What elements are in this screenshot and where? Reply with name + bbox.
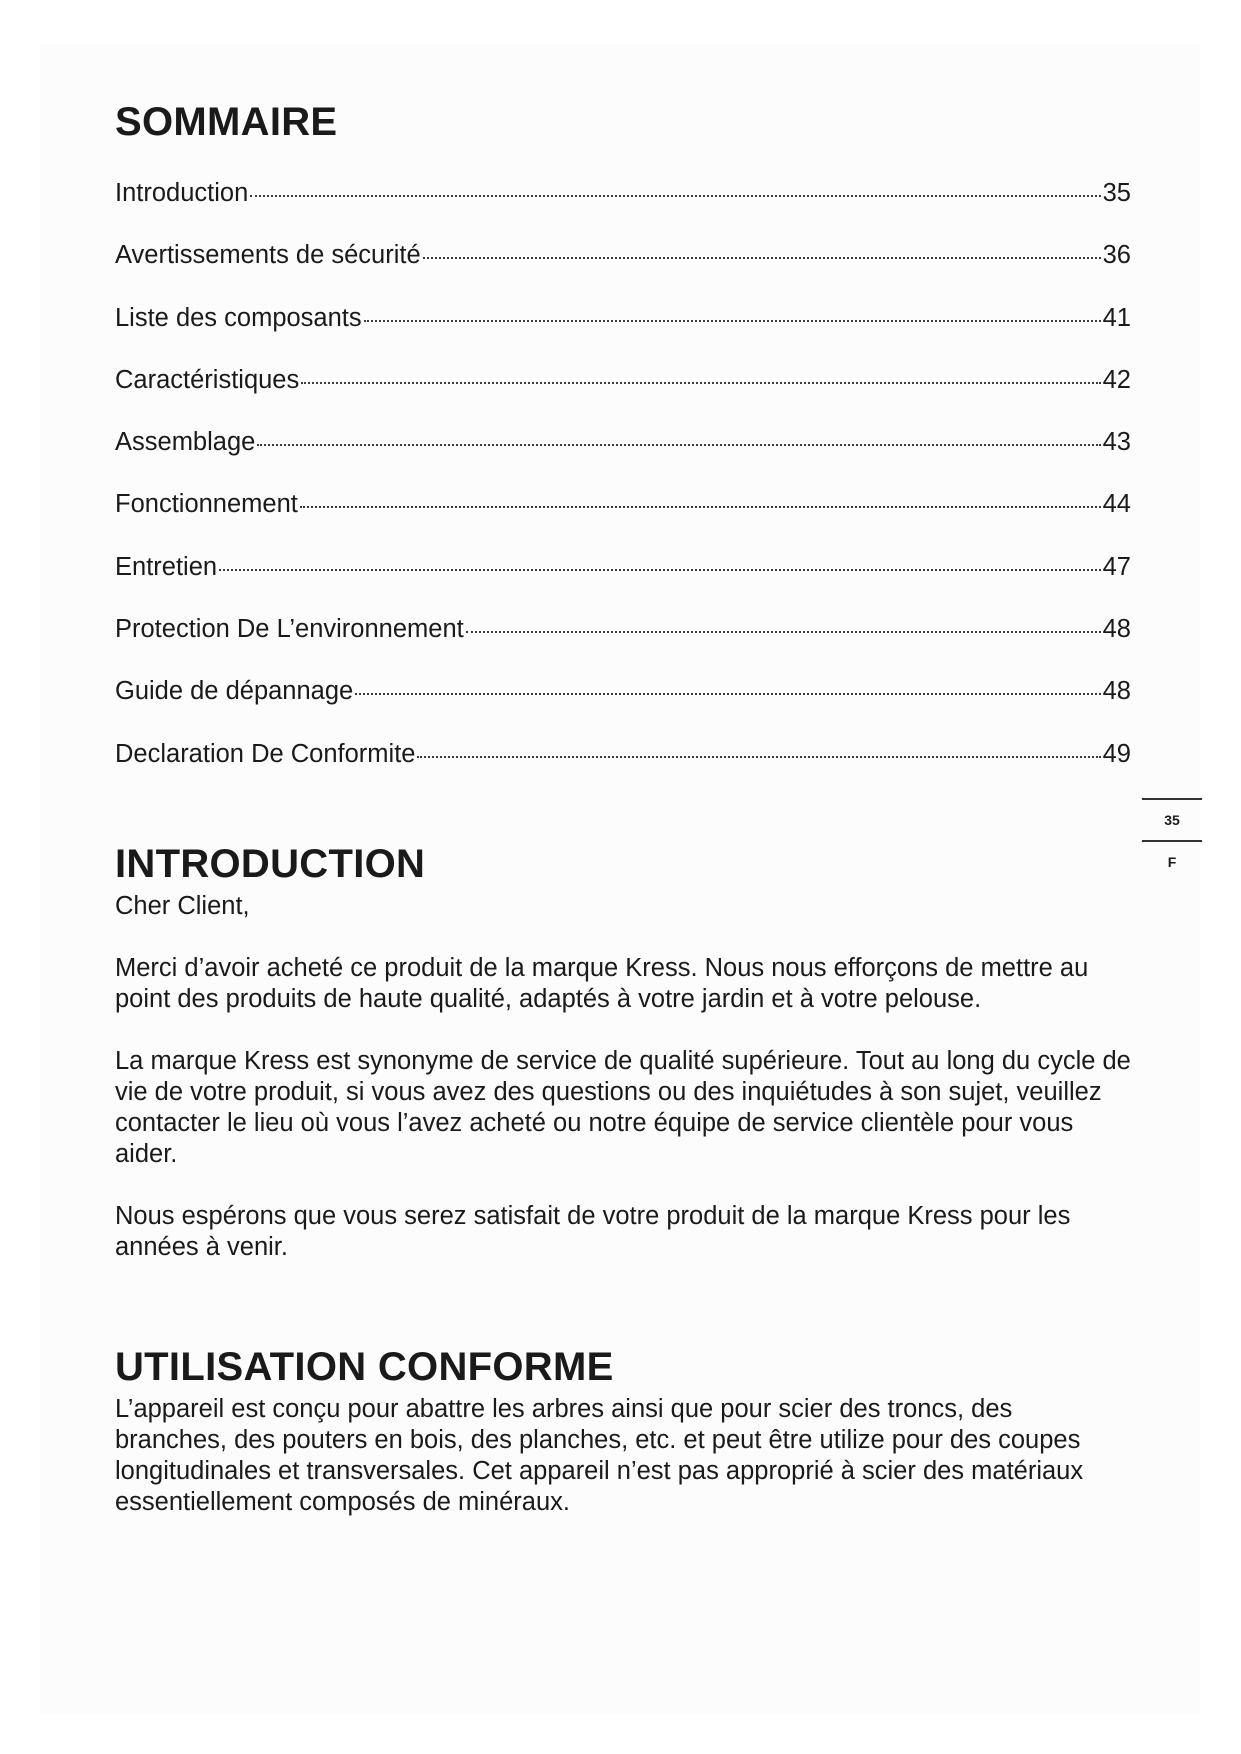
toc-entry-page: 44: [1102, 490, 1131, 519]
intended-use-text: L’appareil est conçu pour abattre les arbres ainsi que pour scier des troncs, des branches, des pouters en bois, des planches, etc. et peut être utilize pour des coupes longitudinales et transversales. Cet appareil n’est pas approprié à scier des matériaux essentiellement composés de minéraux.: [115, 1394, 1084, 1516]
side-tab-page-number: 35: [1164, 812, 1180, 828]
page-side-tab: [1142, 798, 1202, 882]
toc-entry-page: 42: [1102, 365, 1131, 394]
toc-entry-label: Protection De L’environnement: [115, 615, 464, 644]
introduction-title: INTRODUCTION: [115, 841, 426, 886]
toc-entry-page: 36: [1102, 241, 1131, 270]
toc-entry-label: Fonctionnement: [115, 490, 298, 519]
page-content: [115, 100, 1131, 1518]
toc-entry-label: Avertissements de sécurité: [115, 241, 421, 270]
toc-entry-label: Liste des composants: [115, 303, 362, 332]
toc-entry-page: 48: [1102, 677, 1131, 706]
toc-entry-page: 48: [1102, 615, 1131, 644]
toc-entry-label: Declaration De Conformite: [115, 739, 416, 768]
summary-title: SOMMAIRE: [115, 100, 338, 144]
toc-entry-page: 41: [1102, 303, 1131, 332]
toc-leader-dots: [219, 569, 1101, 571]
toc-leader-dots: [364, 320, 1101, 322]
toc-entry-label: Entretien: [115, 552, 218, 581]
toc-entry[interactable]: [115, 365, 1131, 427]
side-tab-language: F: [1167, 854, 1177, 870]
toc-leader-dots: [417, 756, 1100, 758]
toc-entry-label: Caractéristiques: [115, 365, 300, 394]
toc-entry[interactable]: [115, 552, 1131, 614]
toc-entry[interactable]: [115, 427, 1131, 489]
toc-entry[interactable]: [115, 240, 1131, 302]
introduction-paragraph: Merci d’avoir acheté ce produit de la marque Kress. Nous nous efforçons de mettre au point des produits de haute qualité, adaptés à votre jardin et à votre pelouse.: [115, 953, 1089, 1013]
toc-leader-dots: [250, 195, 1100, 197]
toc-leader-dots: [300, 506, 1101, 508]
toc-entry[interactable]: [115, 178, 1131, 240]
intended-use-title: UTILISATION CONFORME: [115, 1344, 614, 1389]
toc-entry[interactable]: [115, 303, 1131, 365]
toc-entry[interactable]: [115, 614, 1131, 676]
table-of-contents: [115, 178, 1131, 801]
toc-entry-page: 35: [1102, 179, 1131, 207]
toc-entry-label: Guide de dépannage: [115, 677, 354, 706]
toc-entry-label: Introduction: [115, 179, 249, 207]
toc-entry[interactable]: [115, 489, 1131, 551]
toc-entry-page: 43: [1102, 428, 1131, 457]
introduction-greeting: Cher Client,: [115, 891, 250, 920]
toc-entry-label: Assemblage: [115, 428, 256, 457]
toc-entry[interactable]: [115, 739, 1131, 801]
toc-entry-page: 47: [1102, 552, 1131, 581]
toc-leader-dots: [423, 257, 1101, 259]
introduction-paragraph: La marque Kress est synonyme de service de qualité supérieure. Tout au long du cycle de vie de votre produit, si vous avez des questions ou des inquiétudes à son sujet, veuillez contacter le lieu où vous l’avez acheté ou notre équipe de service clientèle pour vous aider.: [115, 1046, 1131, 1168]
toc-entry-page: 49: [1102, 739, 1131, 768]
toc-leader-dots: [466, 631, 1101, 633]
toc-leader-dots: [301, 382, 1100, 384]
introduction-paragraph: Nous espérons que vous serez satisfait de votre produit de la marque Kress pour les années à venir.: [115, 1201, 1071, 1261]
toc-leader-dots: [355, 693, 1100, 695]
toc-entry[interactable]: [115, 676, 1131, 738]
toc-leader-dots: [257, 444, 1100, 446]
